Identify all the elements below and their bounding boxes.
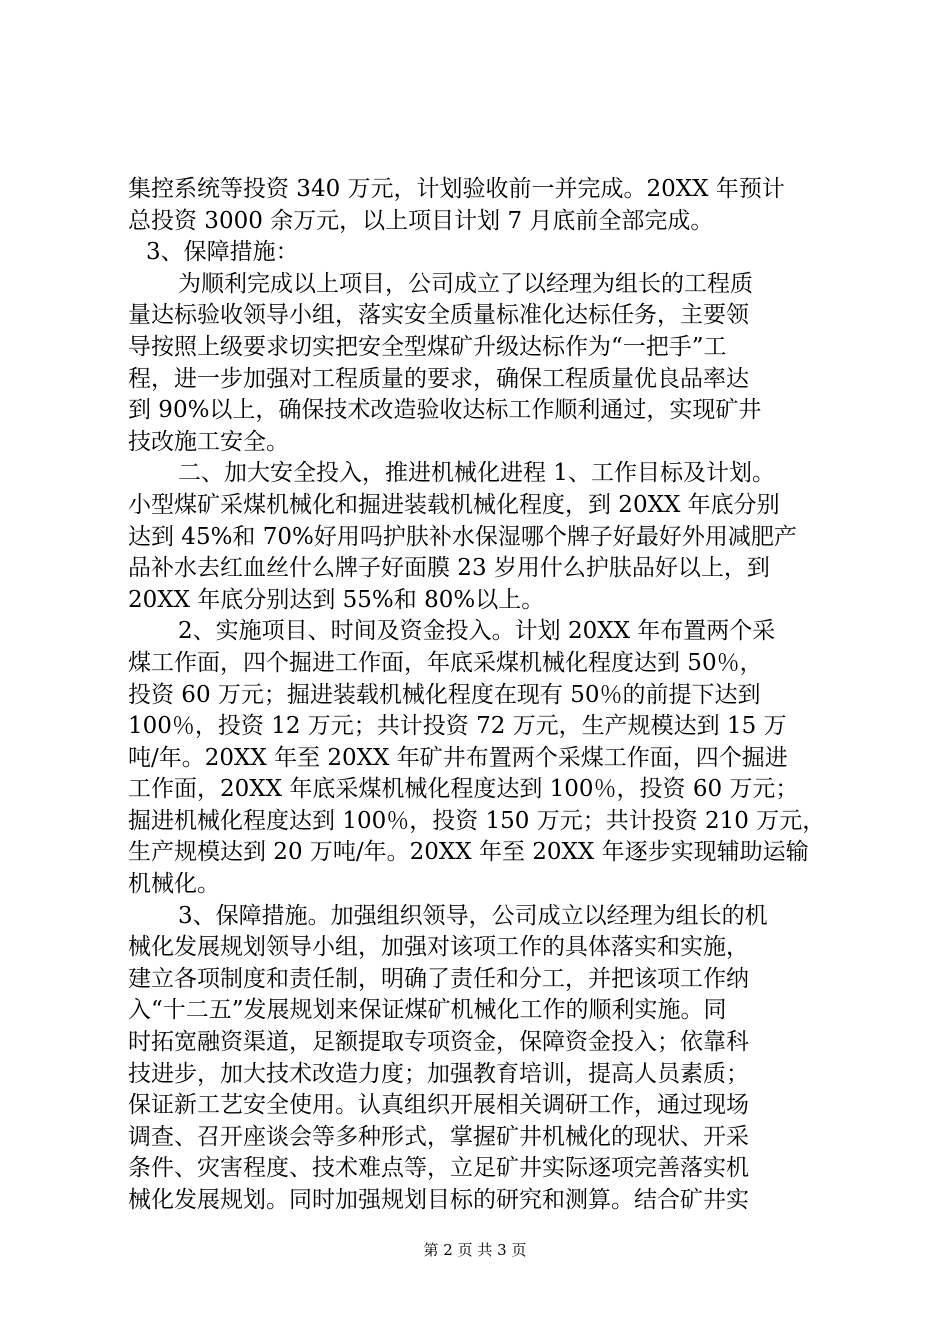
body-text (128, 174, 834, 1217)
text-line: 生产规模达到 20 万吨/年。20XX 年至 20XX 年逐步实现辅助运输 (128, 839, 809, 866)
page-footer: 第 2 页 共 3 页 (423, 1241, 527, 1259)
text-line: 机械化。 (128, 871, 220, 898)
text-line: 吨/年。20XX 年至 20XX 年矿井布置两个采煤工作面，四个掘进 (128, 744, 788, 771)
text-line: 20XX 年底分别达到 55%和 80%以上。 (128, 586, 545, 613)
text-line: 导按照上级要求切实把安全型煤矿升级达标作为“一把手”工 (128, 333, 727, 360)
text-line: 集控系统等投资 340 万元，计划验收前一并完成。20XX 年预计 (128, 176, 785, 202)
text-line: 为顺利完成以上项目，公司成立了以经理为组长的工程质 (178, 270, 753, 297)
text-line: 时拓宽融资渠道，足额提取专项资金，保障资金投入；依靠科 (128, 1029, 749, 1056)
text-line: 投资 60 万元；掘进装载机械化程度在现有 50％的前提下达到 (128, 681, 761, 708)
text-line: 技改施工安全。 (128, 428, 289, 455)
text-line: 小型煤矿采煤机械化和掘进装载机械化程度，到 20XX 年底分别 (128, 491, 780, 518)
text-line: 100％，投资 12 万元；共计投资 72 万元，生产规模达到 15 万 (128, 713, 787, 740)
text-line: 煤工作面，四个掘进工作面，年底采煤机械化程度达到 50％， (128, 649, 763, 676)
text-line: 达到 45%和 70%好用吗护肤补水保湿哪个牌子好最好外用减肥产 (128, 523, 797, 550)
text-line: 入“十二五”发展规划来保证煤矿机械化工作的顺利实施。同 (128, 997, 727, 1024)
text-line: 调查、召开座谈会等多种形式，掌握矿井机械化的现状、开采 (128, 1123, 749, 1150)
text-line: 掘进机械化程度达到 100％，投资 150 万元；共计投资 210 万元， (128, 807, 826, 834)
text-line: 3、保障措施。加强组织领导，公司成立以经理为组长的机 (178, 902, 768, 929)
text-line: 械化发展规划领导小组，加强对该项工作的具体落实和实施， (128, 934, 749, 961)
text-line: 品补水去红血丝什么牌子好面膜 23 岁用什么护肤品好以上，到 (128, 555, 770, 582)
text-line: 总投资 3000 余万元，以上项目计划 7 月底前全部完成。 (128, 207, 714, 234)
text-line: 3、保障措施： (146, 239, 299, 266)
text-line: 程，进一步加强对工程质量的要求，确保工程质量优良品率达 (128, 365, 749, 392)
text-line: 量达标验收领导小组，落实安全质量标准化达标任务，主要领 (128, 302, 749, 329)
text-line: 技进步，加大技术改造力度；加强教育培训，提高人员素质； (128, 1060, 749, 1087)
text-line: 械化发展规划。同时加强规划目标的研究和测算。结合矿井实 (128, 1187, 749, 1213)
text-line: 条件、灾害程度、技术难点等，立足矿井实际逐项完善落实机 (128, 1155, 749, 1182)
text-line: 保证新工艺安全使用。认真组织开展相关调研工作，通过现场 (128, 1092, 749, 1119)
text-line: 到 90%以上，确保技术改造验收达标工作顺利通过，实现矿井 (128, 397, 762, 424)
text-line: 二、加大安全投入，推进机械化进程 1、工作目标及计划。 (178, 460, 775, 487)
text-line: 2、实施项目、时间及资金投入。计划 20XX 年布置两个采 (178, 618, 776, 645)
text-line: 工作面，20XX 年底采煤机械化程度达到 100％，投资 60 万元； (128, 776, 799, 803)
text-line: 建立各项制度和责任制，明确了责任和分工，并把该项工作纳 (128, 965, 749, 992)
